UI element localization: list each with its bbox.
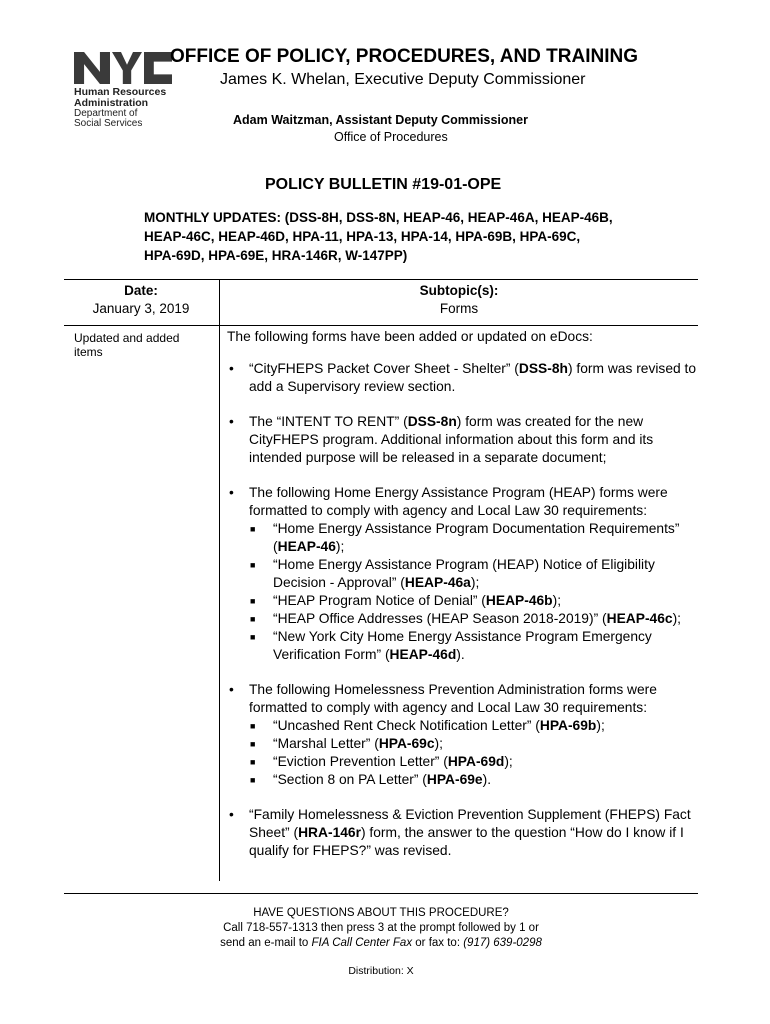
square-bullet: ■ bbox=[250, 739, 256, 749]
bullet-dot: • bbox=[229, 361, 234, 376]
form-code: HEAP-46d bbox=[389, 647, 457, 662]
sub-list-item: ■ “Marshal Letter” (HPA-69c); bbox=[250, 736, 443, 751]
call-center-fax-link[interactable]: FIA Call Center Fax bbox=[311, 937, 413, 949]
bullet-dot: • bbox=[229, 807, 234, 822]
square-bullet: ■ bbox=[250, 524, 256, 534]
monthly-updates-heading bbox=[144, 208, 684, 265]
updates-line-3: HPA-69D, HPA-69E, HRA-146R, W-147PP) bbox=[144, 248, 408, 263]
logo-text-line1: Human Resources bbox=[74, 86, 167, 98]
form-code: HPA-69e bbox=[426, 772, 483, 787]
table-header-divider bbox=[64, 325, 698, 326]
square-bullet: ■ bbox=[250, 775, 256, 785]
sub-list-item: ■ “Section 8 on PA Letter” (HPA-69e). bbox=[250, 772, 492, 787]
sub-list-item: ■ “HEAP Office Addresses (HEAP Season 2018-2019)” (HEAP-46c); bbox=[250, 611, 681, 626]
sub-list-item: ■ “HEAP Program Notice of Denial” (HEAP-46b); bbox=[250, 593, 562, 608]
square-bullet: ■ bbox=[250, 596, 256, 606]
form-code: HPA-69c bbox=[378, 736, 435, 751]
logo-text-line2: Administration bbox=[74, 97, 149, 109]
subtopic-label: Subtopic(s): bbox=[419, 283, 499, 298]
distribution-label: Distribution: X bbox=[348, 965, 414, 977]
updates-line-2: HEAP-46C, HEAP-46D, HPA-11, HPA-13, HPA-14, HPA-69B, HPA-69C, bbox=[144, 229, 581, 244]
office-of-procedures: Office of Procedures bbox=[334, 130, 448, 144]
footer-call-line: Call 718-557-1313 then press 3 at the prompt followed by 1 or bbox=[223, 922, 539, 934]
bullet-dot: • bbox=[229, 414, 234, 429]
updates-line-1: MONTHLY UPDATES: (DSS-8H, DSS-8N, HEAP-46, HEAP-46A, HEAP-46B, bbox=[144, 210, 613, 225]
footer-question: HAVE QUESTIONS ABOUT THIS PROCEDURE? bbox=[253, 907, 509, 919]
square-bullet: ■ bbox=[250, 721, 256, 731]
list-item: • “Family Homelessness & Eviction Prevention Supplement (FHEPS) Fact Sheet” (HRA-146r) form, the answer to the question “How do I know if I qualify for FHEPS?” was revised. bbox=[229, 807, 691, 858]
footer-email-line: send an e-mail to FIA Call Center Fax or fax to: (917) 639-0298 bbox=[220, 937, 542, 949]
list-item: • The following Home Energy Assistance Program (HEAP) forms were formatted to comply with agency and Local Law 30 requirements: ■ “Home Energy Assistance Program Documentation Requirements” (HEAP-46); ■ “Home Energy Assistance Program (HEAP) Notice of Eligibility Decision - Approval” (HEAP-46a); ■ “HEAP Program Notice of Denial” (HEAP-46b); ■ “HEAP Office Addresses (HEAP Season 2018-2019)” (HEAP-46c); ■ “New York City Home Energy Assistance Program Emergency Verification Form” (HEAP-46d). bbox=[227, 484, 702, 664]
form-code: HEAP-46c bbox=[606, 611, 673, 626]
form-code: HRA-146r bbox=[298, 825, 361, 840]
form-code: DSS-8n bbox=[407, 414, 457, 429]
updated-items-label: Updated and added items bbox=[74, 331, 180, 359]
logo-letter-y bbox=[112, 52, 142, 84]
nyc-logo-mark bbox=[74, 52, 170, 84]
deputy-commissioner-line: Adam Waitzman, Assistant Deputy Commissioner bbox=[233, 113, 528, 127]
table-column-divider bbox=[219, 279, 220, 881]
subtopic-value: Forms bbox=[439, 301, 479, 316]
nyc-hra-logo bbox=[74, 52, 184, 129]
bulletin-content bbox=[227, 328, 702, 877]
square-bullet: ■ bbox=[250, 632, 256, 642]
form-code: HEAP-46 bbox=[277, 539, 336, 554]
sub-list-item: ■ “Uncashed Rent Check Notification Letter” (HPA-69b); bbox=[250, 718, 605, 733]
intro-text: The following forms have been added or updated on eDocs: bbox=[227, 329, 593, 344]
logo-letter-c bbox=[144, 52, 172, 84]
table-top-border bbox=[64, 279, 698, 280]
bullet-dot: • bbox=[229, 485, 234, 500]
list-item: • The “INTENT TO RENT” (DSS-8n) form was created for the new CityFHEPS program. Additional information about this form and its intended purpose will be released in a separate document; bbox=[229, 414, 654, 465]
form-code: DSS-8h bbox=[518, 361, 568, 376]
sub-list-item: ■ “Eviction Prevention Letter” (HPA-69d); bbox=[250, 754, 513, 769]
list-item: • “CityFHEPS Packet Cover Sheet - Shelter” (DSS-8h) form was revised to add a Supervisory review section. bbox=[229, 361, 697, 394]
fax-number: (917) 639-0298 bbox=[463, 937, 542, 949]
form-code: HEAP-46b bbox=[485, 593, 553, 608]
square-bullet: ■ bbox=[250, 560, 256, 570]
list-item: • The following Homelessness Prevention Administration forms were formatted to comply with agency and Local Law 30 requirements: ■ “Uncashed Rent Check Notification Letter” (HPA-69b); ■ “Marshal Letter” (HPA-69c); ■ “Eviction Prevention Letter” (HPA-69d); ■ “Section 8 on PA Letter” (HPA-69e). bbox=[227, 681, 702, 789]
sub-list-item: ■ “New York City Home Energy Assistance Program Emergency Verification Form” (HEAP-46d). bbox=[250, 629, 652, 662]
logo-letter-n bbox=[74, 52, 110, 84]
square-bullet: ■ bbox=[250, 757, 256, 767]
square-bullet: ■ bbox=[250, 614, 256, 624]
form-code: HPA-69d bbox=[447, 754, 505, 769]
commissioner-line: James K. Whelan, Executive Deputy Commissioner bbox=[220, 71, 586, 88]
date-value: January 3, 2019 bbox=[92, 301, 190, 316]
sub-list-item: ■ “Home Energy Assistance Program Documentation Requirements” (HEAP-46); bbox=[250, 521, 680, 554]
office-title: OFFICE OF POLICY, PROCEDURES, AND TRAINING bbox=[170, 46, 638, 67]
date-label: Date: bbox=[124, 283, 158, 298]
table-bottom-border bbox=[64, 893, 698, 894]
form-code: HPA-69b bbox=[539, 718, 597, 733]
sub-list-item: ■ “Home Energy Assistance Program (HEAP) Notice of Eligibility Decision - Approval” (HEAP-46a); bbox=[250, 557, 655, 590]
logo-text-line4: Social Services bbox=[74, 118, 143, 129]
form-code: HEAP-46a bbox=[404, 575, 471, 590]
bullet-dot: • bbox=[229, 682, 234, 697]
logo-text-line3: Department of bbox=[74, 108, 138, 119]
bulletin-title: POLICY BULLETIN #19-01-OPE bbox=[265, 176, 502, 193]
